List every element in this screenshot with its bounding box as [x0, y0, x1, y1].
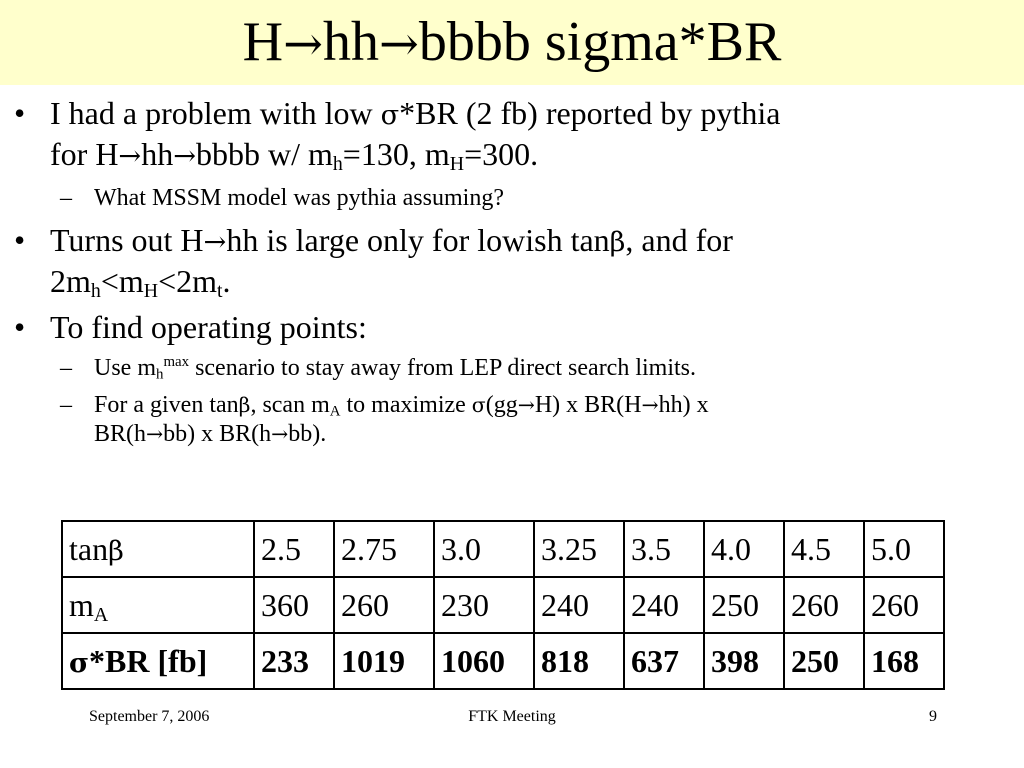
table-row-mA — [62, 577, 944, 633]
table-cell: 230 — [434, 577, 534, 633]
results-table — [61, 520, 945, 690]
table-cell: 4.0 — [704, 521, 784, 577]
bullet-pythia-problem: • I had a problem with low σ*BR (2 fb) reported by pythia for H→hh→bbbb w/ $m_h=130$, $m_H=300$. — [14, 95, 781, 175]
bullet-turns-out: • Turns out H→hh is large only for lowish tanβ, and for $2m_h<m_H<2m_t$. — [14, 222, 733, 302]
subbullet-mhmax: – Use $m_h^{max}$ scenario to stay away from LEP direct search limits. — [60, 354, 697, 383]
footer-page-number: 9 — [929, 708, 937, 725]
row-header-mA: $m_A$ — [62, 577, 254, 633]
subbullet-scan-mA: – For a given tanβ, scan $m_A$ to maximize σ(gg→H) x BR(H→hh) x BR(h→bb) x BR(h→bb). — [60, 392, 709, 447]
bullet-dash: – — [60, 355, 72, 381]
table-row-tanbeta — [62, 521, 944, 577]
row-header-sigmaBR: σ*BR [fb] — [62, 633, 254, 689]
bullet-list — [14, 94, 1014, 457]
bullet-dot: • — [14, 309, 26, 345]
table-cell: 3.0 — [434, 521, 534, 577]
table-row-sigmaBR — [62, 633, 944, 689]
bullet-dot: • — [14, 95, 26, 131]
table-cell: 168 — [864, 633, 944, 689]
table-cell: 260 — [784, 577, 864, 633]
footer-date: September 7, 2006 — [89, 708, 210, 725]
table-cell: 4.5 — [784, 521, 864, 577]
table-cell: 2.75 — [334, 521, 434, 577]
table-cell: 398 — [704, 633, 784, 689]
table-cell: 3.5 — [624, 521, 704, 577]
bullet-dash: – — [60, 185, 72, 211]
table-cell: 233 — [254, 633, 334, 689]
table-cell: 1019 — [334, 633, 434, 689]
table-cell: 5.0 — [864, 521, 944, 577]
table-cell: 260 — [864, 577, 944, 633]
table-cell: 250 — [784, 633, 864, 689]
slide-title: H→hh→bbbb sigma*BR — [242, 11, 782, 73]
table-cell: 240 — [534, 577, 624, 633]
table-cell: 2.5 — [254, 521, 334, 577]
bullet-operating-points: • To find operating points: — [14, 309, 367, 345]
table-cell: 3.25 — [534, 521, 624, 577]
table-cell: 360 — [254, 577, 334, 633]
table-cell: 1060 — [434, 633, 534, 689]
table-cell: 240 — [624, 577, 704, 633]
table-cell: 260 — [334, 577, 434, 633]
table-cell: 637 — [624, 633, 704, 689]
table-cell: 250 — [704, 577, 784, 633]
table-cell: 818 — [534, 633, 624, 689]
bullet-dash: – — [60, 392, 72, 418]
footer-meeting: FTK Meeting — [468, 708, 556, 725]
subbullet-mssm-model: – What MSSM model was pythia assuming? — [60, 185, 504, 211]
row-header-tanbeta: tanβ — [62, 521, 254, 577]
bullet-dot: • — [14, 222, 26, 258]
